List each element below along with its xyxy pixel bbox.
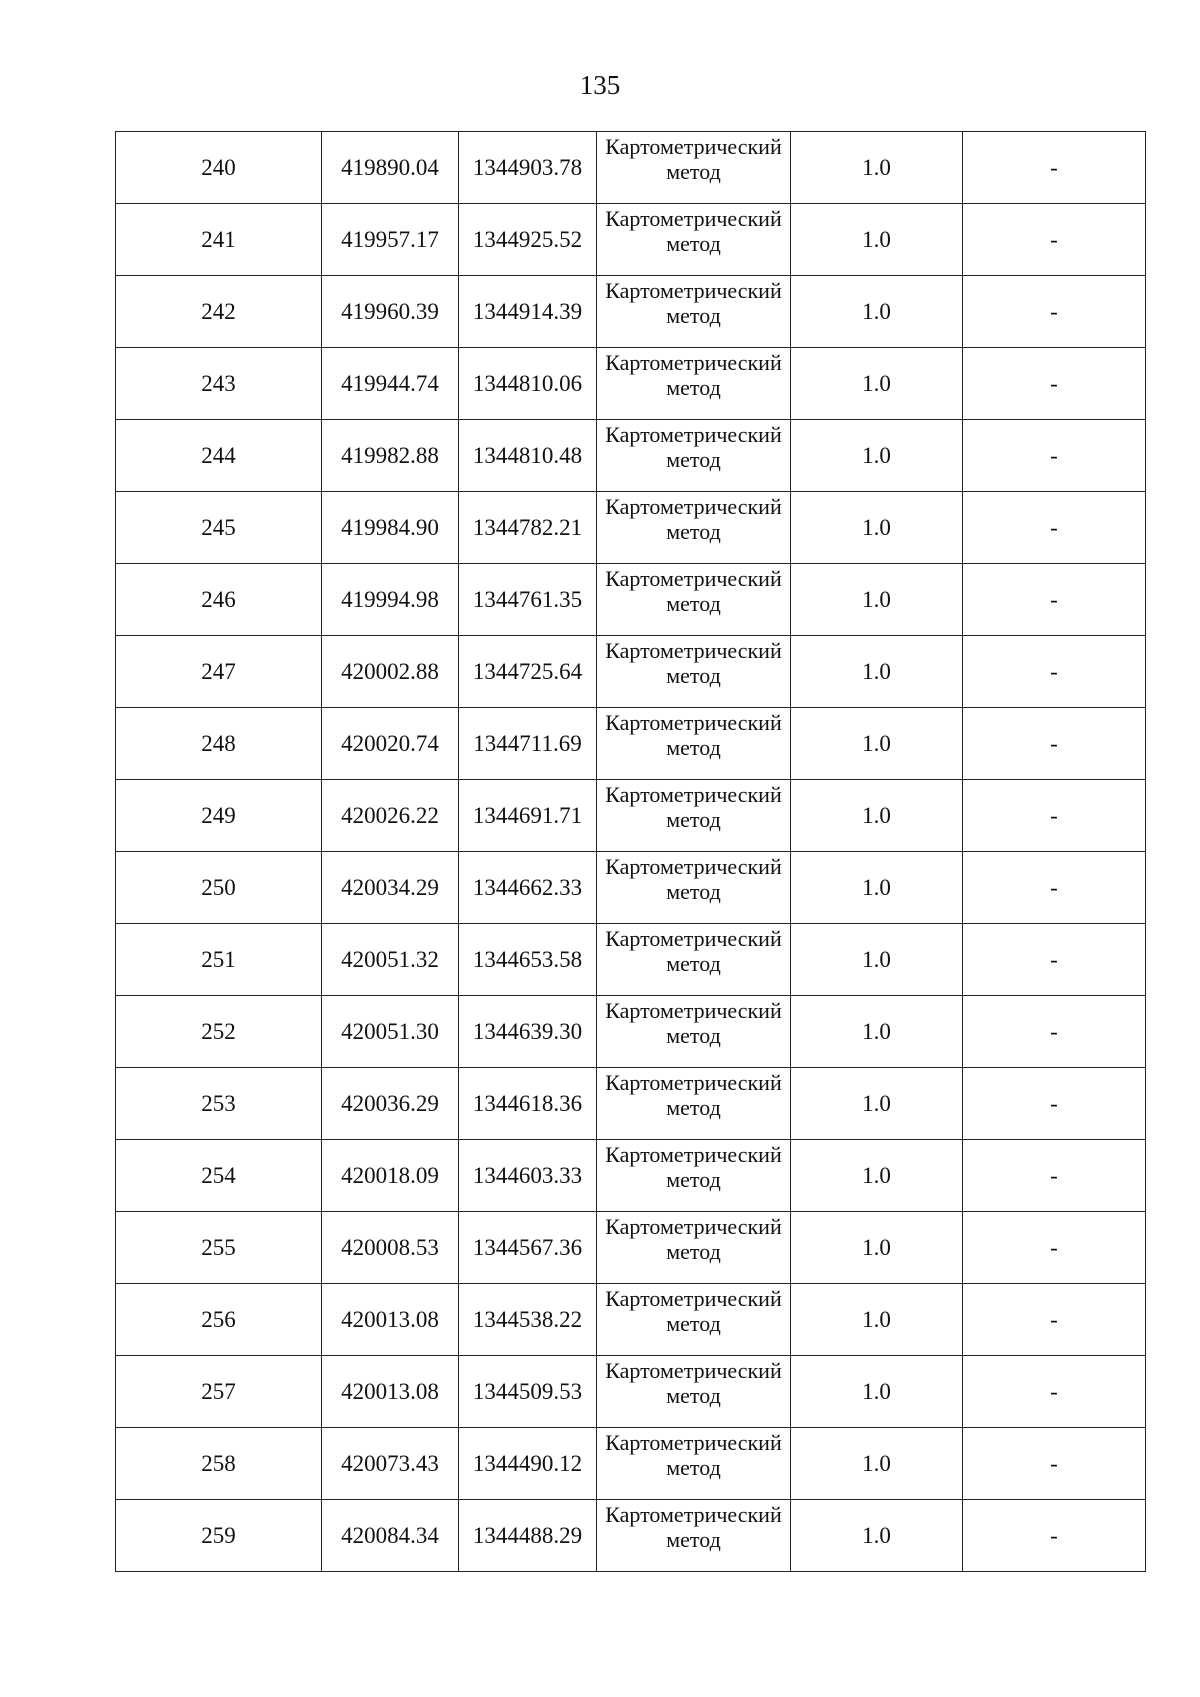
point-number-cell: 259 <box>116 1500 322 1572</box>
table-row <box>116 852 1146 924</box>
method-cell <box>597 492 791 564</box>
method-line-2: метод <box>666 1526 721 1552</box>
point-number-cell: 255 <box>116 1212 322 1284</box>
table-row <box>116 1284 1146 1356</box>
y-coordinate-cell: 1344509.53 <box>459 1356 597 1428</box>
accuracy-cell: 1.0 <box>791 204 963 276</box>
method-line-2: метод <box>666 1382 721 1408</box>
accuracy-cell: 1.0 <box>791 996 963 1068</box>
note-cell: - <box>963 276 1146 348</box>
method-cell <box>597 780 791 852</box>
note-cell: - <box>963 852 1146 924</box>
method-line-1: Картометрический <box>605 494 782 519</box>
point-number-cell: 246 <box>116 564 322 636</box>
page-number: 135 <box>579 70 621 100</box>
method-cell <box>597 852 791 924</box>
table-row <box>116 276 1146 348</box>
point-number-cell: 256 <box>116 1284 322 1356</box>
x-coordinate-cell: 420051.32 <box>322 924 459 996</box>
x-coordinate-cell: 420026.22 <box>322 780 459 852</box>
y-coordinate-cell: 1344662.33 <box>459 852 597 924</box>
point-number-cell: 240 <box>116 132 322 204</box>
method-line-1: Картометрический <box>605 134 782 159</box>
y-coordinate-cell: 1344782.21 <box>459 492 597 564</box>
x-coordinate-cell: 419944.74 <box>322 348 459 420</box>
table-row <box>116 1068 1146 1140</box>
method-line-2: метод <box>666 662 721 688</box>
table-row <box>116 636 1146 708</box>
y-coordinate-cell: 1344618.36 <box>459 1068 597 1140</box>
x-coordinate-cell: 420018.09 <box>322 1140 459 1212</box>
method-line-2: метод <box>666 518 721 544</box>
x-coordinate-cell: 420051.30 <box>322 996 459 1068</box>
note-cell: - <box>963 492 1146 564</box>
point-number-cell: 258 <box>116 1428 322 1500</box>
method-cell <box>597 1428 791 1500</box>
point-number-cell: 243 <box>116 348 322 420</box>
accuracy-cell: 1.0 <box>791 924 963 996</box>
method-cell <box>597 708 791 780</box>
x-coordinate-cell: 420002.88 <box>322 636 459 708</box>
note-cell: - <box>963 1284 1146 1356</box>
note-cell: - <box>963 564 1146 636</box>
point-number-cell: 254 <box>116 1140 322 1212</box>
y-coordinate-cell: 1344538.22 <box>459 1284 597 1356</box>
table-row <box>116 1212 1146 1284</box>
method-cell <box>597 996 791 1068</box>
accuracy-cell: 1.0 <box>791 1212 963 1284</box>
accuracy-cell: 1.0 <box>791 1500 963 1572</box>
accuracy-cell: 1.0 <box>791 708 963 780</box>
y-coordinate-cell: 1344810.06 <box>459 348 597 420</box>
coordinates-table <box>115 131 1146 1572</box>
method-line-1: Картометрический <box>605 1358 782 1383</box>
accuracy-cell: 1.0 <box>791 492 963 564</box>
table-row <box>116 924 1146 996</box>
note-cell: - <box>963 708 1146 780</box>
method-line-2: метод <box>666 1094 721 1120</box>
method-line-1: Картометрический <box>605 710 782 735</box>
accuracy-cell: 1.0 <box>791 636 963 708</box>
accuracy-cell: 1.0 <box>791 276 963 348</box>
table-row <box>116 420 1146 492</box>
point-number-cell: 245 <box>116 492 322 564</box>
method-cell <box>597 1212 791 1284</box>
method-line-1: Картометрический <box>605 1070 782 1095</box>
note-cell: - <box>963 132 1146 204</box>
table-row <box>116 1356 1146 1428</box>
note-cell: - <box>963 1428 1146 1500</box>
point-number-cell: 241 <box>116 204 322 276</box>
accuracy-cell: 1.0 <box>791 780 963 852</box>
x-coordinate-cell: 420013.08 <box>322 1284 459 1356</box>
table-row <box>116 1500 1146 1572</box>
accuracy-cell: 1.0 <box>791 852 963 924</box>
table-row <box>116 1140 1146 1212</box>
y-coordinate-cell: 1344603.33 <box>459 1140 597 1212</box>
y-coordinate-cell: 1344691.71 <box>459 780 597 852</box>
method-line-1: Картометрический <box>605 350 782 375</box>
method-line-1: Картометрический <box>605 206 782 231</box>
method-cell <box>597 1356 791 1428</box>
method-line-2: метод <box>666 1454 721 1480</box>
x-coordinate-cell: 419982.88 <box>322 420 459 492</box>
y-coordinate-cell: 1344903.78 <box>459 132 597 204</box>
y-coordinate-cell: 1344914.39 <box>459 276 597 348</box>
method-cell <box>597 204 791 276</box>
y-coordinate-cell: 1344490.12 <box>459 1428 597 1500</box>
method-cell <box>597 1284 791 1356</box>
method-line-2: метод <box>666 878 721 904</box>
method-line-1: Картометрический <box>605 638 782 663</box>
y-coordinate-cell: 1344711.69 <box>459 708 597 780</box>
method-cell <box>597 924 791 996</box>
method-cell <box>597 276 791 348</box>
method-line-2: метод <box>666 1238 721 1264</box>
method-cell <box>597 564 791 636</box>
method-line-1: Картометрический <box>605 278 782 303</box>
table-row <box>116 204 1146 276</box>
table-row <box>116 492 1146 564</box>
method-cell <box>597 1140 791 1212</box>
point-number-cell: 244 <box>116 420 322 492</box>
method-line-1: Картометрический <box>605 1430 782 1455</box>
method-line-2: метод <box>666 1166 721 1192</box>
accuracy-cell: 1.0 <box>791 1284 963 1356</box>
accuracy-cell: 1.0 <box>791 1068 963 1140</box>
note-cell: - <box>963 348 1146 420</box>
accuracy-cell: 1.0 <box>791 1140 963 1212</box>
point-number-cell: 250 <box>116 852 322 924</box>
x-coordinate-cell: 420013.08 <box>322 1356 459 1428</box>
note-cell: - <box>963 780 1146 852</box>
method-line-1: Картометрический <box>605 1142 782 1167</box>
method-cell <box>597 636 791 708</box>
method-cell <box>597 420 791 492</box>
point-number-cell: 252 <box>116 996 322 1068</box>
method-line-2: метод <box>666 158 721 184</box>
note-cell: - <box>963 924 1146 996</box>
method-cell <box>597 1068 791 1140</box>
x-coordinate-cell: 420008.53 <box>322 1212 459 1284</box>
method-line-2: метод <box>666 734 721 760</box>
method-cell <box>597 132 791 204</box>
x-coordinate-cell: 420036.29 <box>322 1068 459 1140</box>
x-coordinate-cell: 419890.04 <box>322 132 459 204</box>
table-row <box>116 348 1146 420</box>
y-coordinate-cell: 1344810.48 <box>459 420 597 492</box>
table-row <box>116 708 1146 780</box>
table-row <box>116 1428 1146 1500</box>
method-line-2: метод <box>666 806 721 832</box>
note-cell: - <box>963 1356 1146 1428</box>
point-number-cell: 247 <box>116 636 322 708</box>
x-coordinate-cell: 419984.90 <box>322 492 459 564</box>
note-cell: - <box>963 204 1146 276</box>
y-coordinate-cell: 1344725.64 <box>459 636 597 708</box>
method-line-1: Картометрический <box>605 422 782 447</box>
x-coordinate-cell: 419994.98 <box>322 564 459 636</box>
method-line-2: метод <box>666 1310 721 1336</box>
note-cell: - <box>963 420 1146 492</box>
method-line-2: метод <box>666 374 721 400</box>
accuracy-cell: 1.0 <box>791 1356 963 1428</box>
accuracy-cell: 1.0 <box>791 348 963 420</box>
method-line-1: Картометрический <box>605 854 782 879</box>
y-coordinate-cell: 1344639.30 <box>459 996 597 1068</box>
method-line-1: Картометрический <box>605 998 782 1023</box>
y-coordinate-cell: 1344925.52 <box>459 204 597 276</box>
y-coordinate-cell: 1344567.36 <box>459 1212 597 1284</box>
note-cell: - <box>963 1212 1146 1284</box>
method-line-2: метод <box>666 950 721 976</box>
method-line-1: Картометрический <box>605 1286 782 1311</box>
point-number-cell: 242 <box>116 276 322 348</box>
table-row <box>116 132 1146 204</box>
method-line-1: Картометрический <box>605 1214 782 1239</box>
x-coordinate-cell: 420034.29 <box>322 852 459 924</box>
point-number-cell: 248 <box>116 708 322 780</box>
point-number-cell: 257 <box>116 1356 322 1428</box>
method-line-1: Картометрический <box>605 782 782 807</box>
accuracy-cell: 1.0 <box>791 132 963 204</box>
y-coordinate-cell: 1344653.58 <box>459 924 597 996</box>
x-coordinate-cell: 420020.74 <box>322 708 459 780</box>
note-cell: - <box>963 996 1146 1068</box>
y-coordinate-cell: 1344761.35 <box>459 564 597 636</box>
table-row <box>116 564 1146 636</box>
point-number-cell: 253 <box>116 1068 322 1140</box>
point-number-cell: 249 <box>116 780 322 852</box>
table-row <box>116 780 1146 852</box>
point-number-cell: 251 <box>116 924 322 996</box>
method-line-2: метод <box>666 446 721 472</box>
accuracy-cell: 1.0 <box>791 1428 963 1500</box>
x-coordinate-cell: 419960.39 <box>322 276 459 348</box>
method-cell <box>597 1500 791 1572</box>
accuracy-cell: 1.0 <box>791 420 963 492</box>
method-line-1: Картометрический <box>605 566 782 591</box>
method-line-2: метод <box>666 1022 721 1048</box>
method-line-1: Картометрический <box>605 926 782 951</box>
table-body <box>116 132 1146 1572</box>
method-line-1: Картометрический <box>605 1502 782 1527</box>
method-cell <box>597 348 791 420</box>
note-cell: - <box>963 636 1146 708</box>
x-coordinate-cell: 420084.34 <box>322 1500 459 1572</box>
x-coordinate-cell: 420073.43 <box>322 1428 459 1500</box>
accuracy-cell: 1.0 <box>791 564 963 636</box>
x-coordinate-cell: 419957.17 <box>322 204 459 276</box>
note-cell: - <box>963 1140 1146 1212</box>
note-cell: - <box>963 1500 1146 1572</box>
y-coordinate-cell: 1344488.29 <box>459 1500 597 1572</box>
note-cell: - <box>963 1068 1146 1140</box>
table-row <box>116 996 1146 1068</box>
method-line-2: метод <box>666 302 721 328</box>
method-line-2: метод <box>666 590 721 616</box>
method-line-2: метод <box>666 230 721 256</box>
